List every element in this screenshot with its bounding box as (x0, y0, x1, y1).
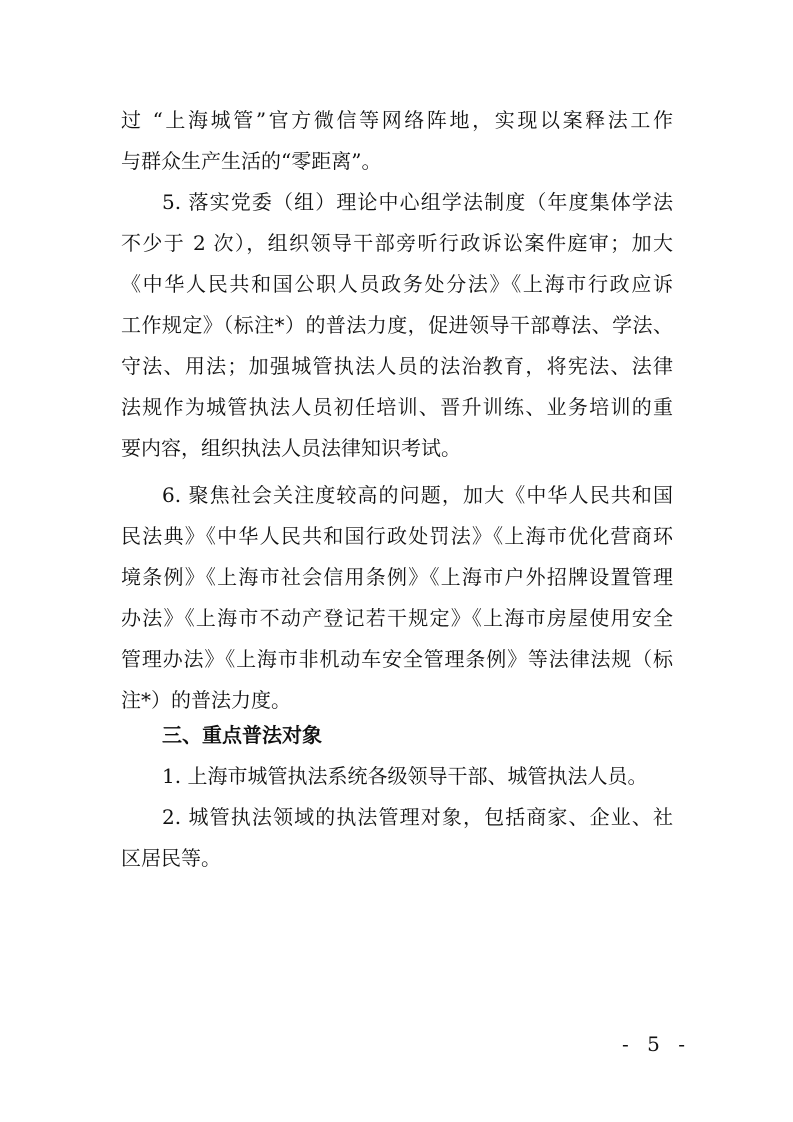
body-text-line: 与群众生产生活的“零距离”。 (121, 149, 382, 173)
numbered-item-5-line: 5. 落实党委（组）理论中心组学法制度（年度集体学法 (162, 190, 673, 214)
body-text-line: 法规作为城管执法人员初任培训、晋升训练、业务培训的重 (121, 395, 673, 419)
body-text-line: 要内容，组织执法人员法律知识考试。 (121, 436, 461, 460)
body-text-line: 民法典》《中华人民共和国行政处罚法》《上海市优化营商环 (121, 524, 673, 548)
body-text-line: 区居民等。 (121, 846, 221, 870)
body-text-line: 注*）的普法力度。 (121, 688, 291, 712)
numbered-item-6-line: 6. 聚焦社会关注度较高的问题，加大《中华人民共和国 (162, 483, 673, 507)
body-text-line: 不少于 2 次），组织领导干部旁听行政诉讼案件庭审；加大 (121, 231, 673, 255)
section-heading: 三、重点普法对象 (162, 723, 322, 747)
body-text-line: 过 “上海城管”官方微信等网络阵地，实现以案释法工作 (121, 108, 673, 132)
body-text-line: 境条例》《上海市社会信用条例》《上海市户外招牌设置管理 (121, 565, 673, 589)
numbered-item-1-line: 1. 上海市城管执法系统各级领导干部、城管执法人员。 (162, 764, 648, 788)
body-text-line: 管理办法》《上海市非机动车安全管理条例》等法律法规（标 (121, 647, 673, 671)
numbered-item-2-line: 2. 城管执法领域的执法管理对象，包括商家、企业、社 (162, 805, 673, 829)
page-number: - 5 - (622, 1032, 691, 1056)
body-text-line: 办法》《上海市不动产登记若干规定》《上海市房屋使用安全 (121, 606, 673, 630)
body-text-line: 守法、用法；加强城管执法人员的法治教育，将宪法、法律 (121, 354, 673, 378)
body-text-line: 工作规定》（标注*）的普法力度，促进领导干部尊法、学法、 (121, 313, 673, 337)
body-text-line: 《中华人民共和国公职人员政务处分法》《上海市行政应诉 (121, 272, 673, 296)
